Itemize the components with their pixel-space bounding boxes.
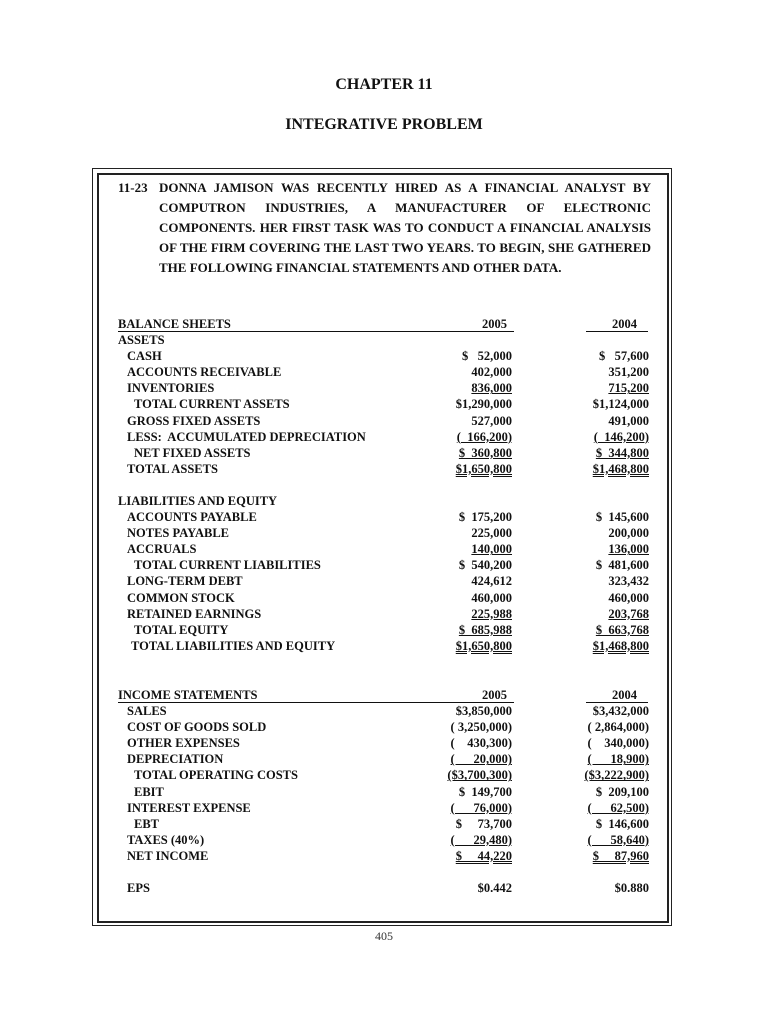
table-row [118,461,651,477]
value-2005: 225,988 [471,606,512,621]
row-label: TOTAL CURRENT ASSETS [134,397,290,412]
table-row [118,606,651,622]
table-row [118,413,651,429]
table-row [118,590,651,606]
table-row [118,784,651,800]
row-label: ACCOUNTS RECEIVABLE [127,365,282,380]
row-label: EPS [127,881,150,896]
value-2004: $ 344,800 [595,445,649,460]
table-row [118,703,651,719]
table-row [118,816,651,832]
income-header-row [118,687,651,703]
value-2004: 715,200 [608,381,649,396]
value-2005: $1,650,800 [455,461,512,476]
value-2004: ( 340,000) [587,736,649,751]
row-label: CASH [127,349,162,364]
value-2004: $ 57,600 [599,349,649,364]
value-2004: 323,432 [608,574,649,589]
value-2004: 200,000 [608,526,649,541]
value-2004: $ 209,100 [595,784,649,799]
row-label: TAXES (40%) [127,832,205,847]
value-2004: $3,432,000 [592,704,649,719]
value-2005: ( 3,250,000) [450,720,512,735]
problem-text: DONNA JAMISON WAS RECENTLY HIRED AS A FINANCIAL ANALYST BY COMPUTRON INDUSTRIES, A MANUFACTURER OF ELECTRONIC COMPONENTS. HER FIRST TASK WAS TO CONDUCT A FINANCIAL ANALYSIS OF THE FIRM COVERING THE LAST TWO YEARS. TO BEGIN, SHE GATHERED THE FOLLOWING FINANCIAL STATEMENTS AND OTHER DATA. [159,180,651,275]
value-2005: $ 540,200 [458,558,512,573]
table-row [118,557,651,573]
balance-title: BALANCE SHEETS [118,317,231,331]
table-row [118,445,651,461]
row-label: ACCRUALS [127,542,197,557]
row-label: INVENTORIES [127,381,215,396]
value-2004: ( 18,900) [587,752,649,767]
row-label: DEPRECIATION [127,752,224,767]
value-2005: $ 149,700 [458,784,512,799]
table-row [118,429,651,445]
table-row [118,541,651,557]
table-row [118,348,651,364]
row-label: TOTAL EQUITY [134,622,229,637]
value-2005: $ 175,200 [458,510,512,525]
chapter-title: CHAPTER 11 [335,76,433,93]
value-2004: $ 481,600 [595,558,649,573]
row-label: COST OF GOODS SOLD [127,720,267,735]
row-label: TOTAL CURRENT LIABILITIES [134,558,321,573]
value-2004: $ 87,960 [592,848,649,863]
row-label: NOTES PAYABLE [127,526,230,541]
table-row [118,848,651,864]
table-row [118,638,651,654]
value-2005: $1,650,800 [455,638,512,653]
row-label: TOTAL LIABILITIES AND EQUITY [131,638,336,653]
value-2005: 402,000 [471,365,512,380]
value-2005: $ 73,700 [455,816,512,831]
value-2004: ( 58,640) [587,832,649,847]
value-2004: 491,000 [608,413,649,428]
row-label: LONG-TERM DEBT [127,574,243,589]
table-row [118,832,651,848]
value-2004: $ 146,600 [595,816,649,831]
value-2005: ( 29,480) [450,832,512,847]
table-row [118,880,651,896]
value-2005: 424,612 [471,574,512,589]
value-2004: $ 663,768 [595,622,649,637]
value-2004: 136,000 [608,542,649,557]
value-2005: 225,000 [471,526,512,541]
income-title: INCOME STATEMENTS [118,688,258,702]
table-row [118,719,651,735]
table-row [118,573,651,589]
value-2005: ( 20,000) [450,752,512,767]
value-2004: ( 146,200) [593,429,649,444]
value-2005: 140,000 [471,542,512,557]
table-row [118,380,651,396]
value-2004: $1,468,800 [592,461,649,476]
value-2005: ( 166,200) [456,429,512,444]
value-2005: ( 76,000) [450,800,512,815]
value-2005: $ 52,000 [462,349,512,364]
row-label: EBIT [134,784,164,799]
value-2005: $0.442 [477,881,512,896]
value-2004: $1,124,000 [592,397,649,412]
row-label: ACCOUNTS PAYABLE [127,510,257,525]
value-2005: $ 360,800 [458,445,512,460]
table-row [118,767,651,783]
page-number: 405 [375,929,393,943]
row-label: NET INCOME [127,848,209,863]
table-row [118,622,651,638]
section-title: INTEGRATIVE PROBLEM [285,116,483,133]
balance-col-2005: 2005 [482,317,507,331]
table-row [118,751,651,767]
table-row [118,800,651,816]
table-row [118,735,651,751]
row-label: TOTAL OPERATING COSTS [134,768,298,783]
problem-statement [118,178,651,278]
balance-header-row [118,316,651,332]
balance-col-2004: 2004 [612,317,637,331]
problem-number: 11-23 [118,180,148,195]
value-2004: ( 2,864,000) [587,720,649,735]
income-statement [118,687,651,896]
value-2004: $ 145,600 [595,510,649,525]
value-2005: ( 430,300) [450,736,512,751]
value-2004: 203,768 [608,606,649,621]
value-2004: 460,000 [608,590,649,605]
value-2004: ( 62,500) [587,800,649,815]
row-label: SALES [127,704,167,719]
table-row [118,364,651,380]
assets-heading-row [118,332,651,348]
value-2005: $3,850,000 [455,704,512,719]
income-col-2004: 2004 [612,688,637,702]
value-2004: $0.880 [614,881,649,896]
value-2005: $1,290,000 [455,397,512,412]
value-2005: $ 44,220 [455,848,512,863]
liabilities-heading: LIABILITIES AND EQUITY [118,493,278,508]
row-label: TOTAL ASSETS [127,461,218,476]
table-row [118,509,651,525]
value-2005: $ 685,988 [458,622,512,637]
value-2005: ($3,700,300) [447,768,512,783]
value-2004: 351,200 [608,365,649,380]
row-label: OTHER EXPENSES [127,736,240,751]
row-label: INTEREST EXPENSE [127,800,251,815]
value-2004: $1,468,800 [592,638,649,653]
income-col-2005: 2005 [482,688,507,702]
row-label: COMMON STOCK [127,590,235,605]
row-label: EBT [134,816,160,831]
value-2004: ($3,222,900) [584,768,649,783]
row-label: GROSS FIXED ASSETS [127,413,261,428]
value-2005: 527,000 [471,413,512,428]
table-row [118,396,651,412]
table-row [118,525,651,541]
value-2005: 836,000 [471,381,512,396]
row-label: RETAINED EARNINGS [127,606,262,621]
assets-heading: ASSETS [118,333,165,348]
row-label: NET FIXED ASSETS [134,445,251,460]
liabilities-heading-row [118,493,651,509]
row-label: LESS: ACCUMULATED DEPRECIATION [127,429,366,444]
balance-sheet [118,316,651,654]
value-2005: 460,000 [471,590,512,605]
